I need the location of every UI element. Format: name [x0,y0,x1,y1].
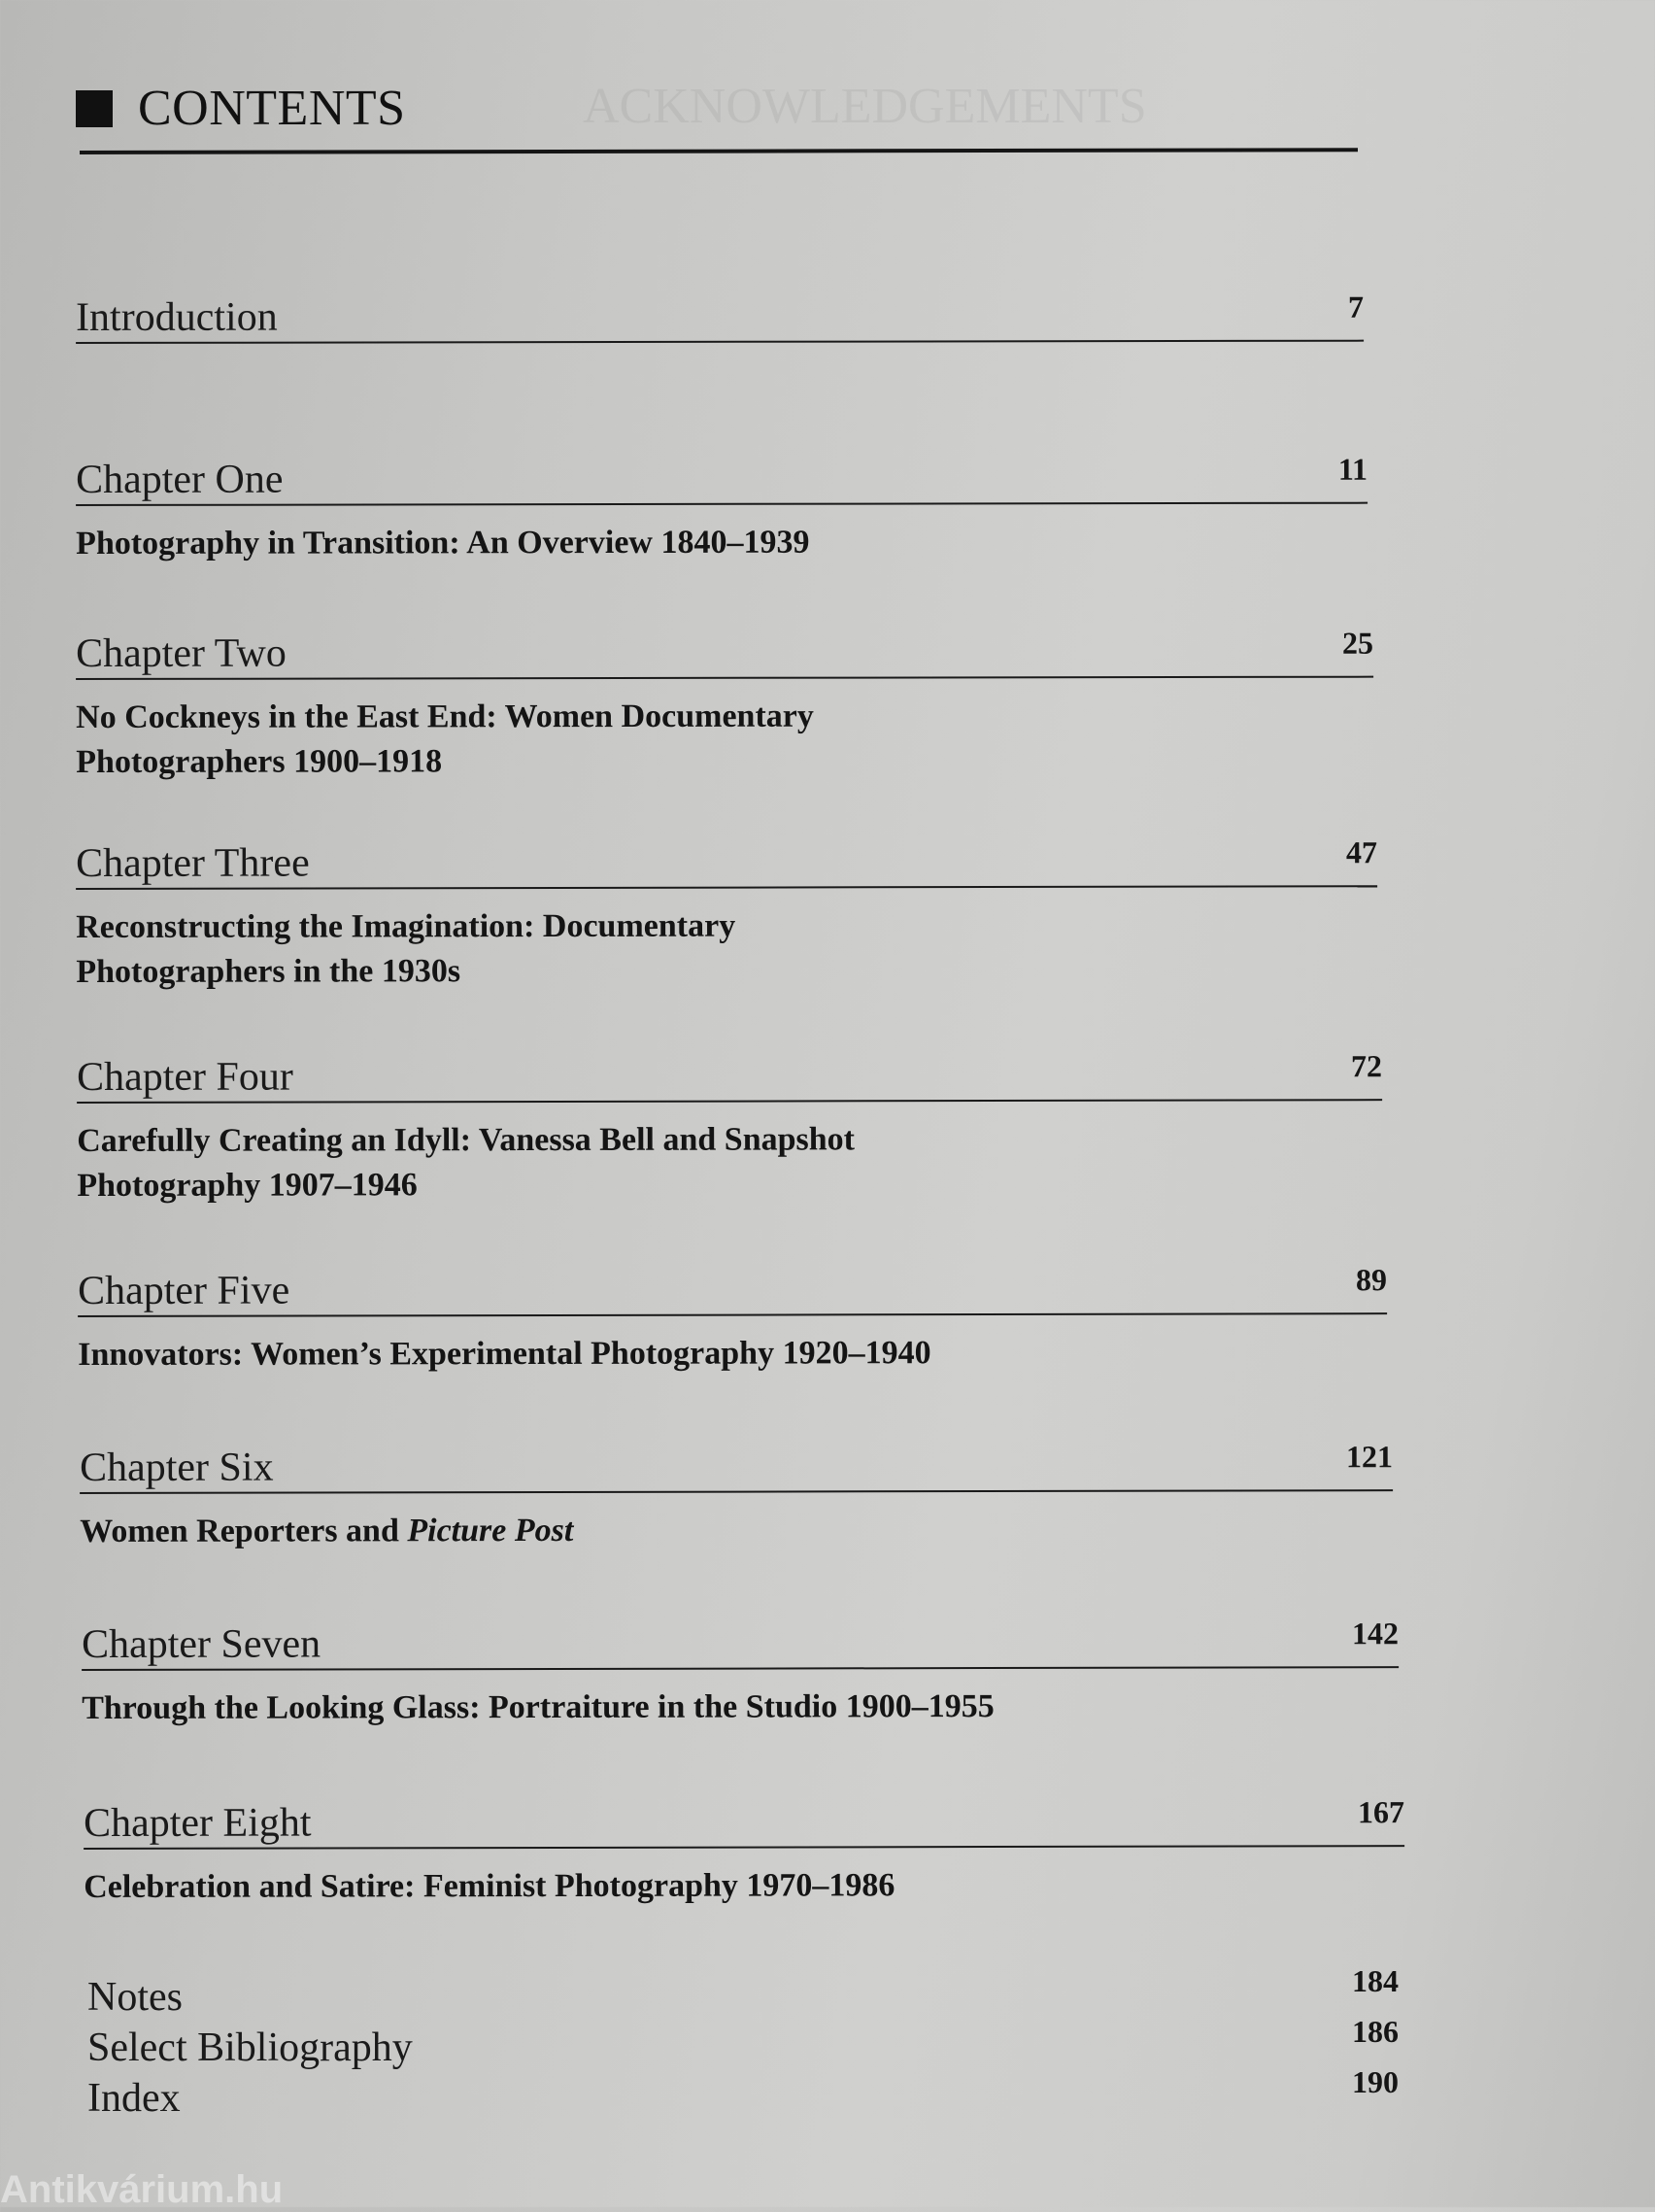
chapter-subtitle-text: Reconstructing the Imagination: Documentary Photographers in the 1930s [76,907,736,990]
toc-entry [82,1614,1400,1726]
end-matter [87,1963,1399,2128]
toc-entry [76,288,1364,338]
end-matter-label: Notes [87,1975,183,2020]
contents-header [76,80,406,137]
toc-entry [78,1260,1388,1373]
end-matter-page-number: 184 [1352,1963,1399,1998]
toc-entry [76,450,1368,562]
entry-rule [76,676,1373,680]
chapter-subtitle-text: Photography in Transition: An Overview 1840–1939 [76,524,810,562]
chapter-subtitle-text: Women Reporters and [80,1513,408,1549]
end-matter-label: Index [87,2076,181,2121]
entry-page-number: 11 [1337,451,1368,487]
toc-entry [80,1437,1394,1549]
entry-page-number: 167 [1358,1794,1405,1830]
entry-rule [77,1099,1382,1104]
chapter-subtitle-text: No Cockneys in the East End: Women Documentary Photographers 1900–1918 [76,698,814,780]
end-matter-page-number: 186 [1352,2014,1399,2049]
entry-label: Chapter Six [80,1445,274,1490]
chapter-subtitle [77,1117,1145,1208]
entry-label: Chapter Five [78,1268,290,1313]
chapter-subtitle [76,694,1144,785]
entry-label: Chapter One [76,457,284,502]
entry-rule [84,1845,1404,1850]
entry-page-number: 25 [1342,625,1374,661]
toc-entry [76,833,1378,990]
toc-entry [76,624,1374,780]
entry-page-number: 7 [1348,289,1365,324]
entry-label: Introduction [76,294,278,340]
chapter-subtitle [84,1863,1152,1910]
end-matter-label: Select Bibliography [87,2025,413,2070]
watermark: Antikvárium.hu [0,2168,284,2211]
entry-page-number: 72 [1351,1048,1383,1084]
end-matter-row-bibliography [87,2014,1399,2078]
entry-label: Chapter Two [76,630,287,676]
entry-rule [80,1489,1393,1494]
entry-page-number: 142 [1352,1616,1400,1651]
chapter-subtitle [78,1331,1146,1378]
end-matter-row-index [87,2064,1399,2128]
entry-label: Chapter Eight [84,1800,312,1846]
page-title: CONTENTS [138,81,406,136]
entry-page-number: 47 [1346,834,1378,870]
entry-label: Chapter Seven [82,1621,321,1667]
entry-page-number: 89 [1356,1262,1388,1298]
header-rule [80,148,1358,154]
entry-label: Chapter Four [77,1054,293,1100]
chapter-subtitle-italic: Picture Post [407,1512,574,1549]
chapter-subtitle-text: Through the Looking Glass: Portraiture in the Studio 1900–1955 [82,1688,995,1726]
chapter-subtitle-text: Celebration and Satire: Feminist Photography 1970–1986 [84,1867,895,1905]
chapter-subtitle [80,1508,1148,1554]
chapter-subtitle [82,1685,1150,1731]
chapter-subtitle-text: Carefully Creating an Idyll: Vanessa Bell and Snapshot Photography 1907–1946 [77,1121,856,1204]
end-matter-page-number: 190 [1352,2064,1399,2099]
entry-rule [78,1312,1387,1317]
facing-page-ghost-text: ACKNOWLEDGEMENTS [583,79,1147,134]
entry-rule [76,340,1364,344]
square-bullet-icon [76,90,113,127]
end-matter-row-notes [87,1963,1399,2027]
entry-rule [82,1666,1399,1671]
chapter-subtitle-text: Innovators: Women’s Experimental Photography 1920–1940 [78,1335,931,1373]
chapter-subtitle [76,903,1144,995]
toc-entry [77,1046,1383,1204]
toc-entry [84,1792,1405,1905]
chapter-subtitle [76,520,1144,566]
entry-rule [76,502,1368,506]
entry-page-number: 121 [1346,1439,1394,1475]
entry-rule [76,885,1377,890]
entry-label: Chapter Three [76,840,310,886]
